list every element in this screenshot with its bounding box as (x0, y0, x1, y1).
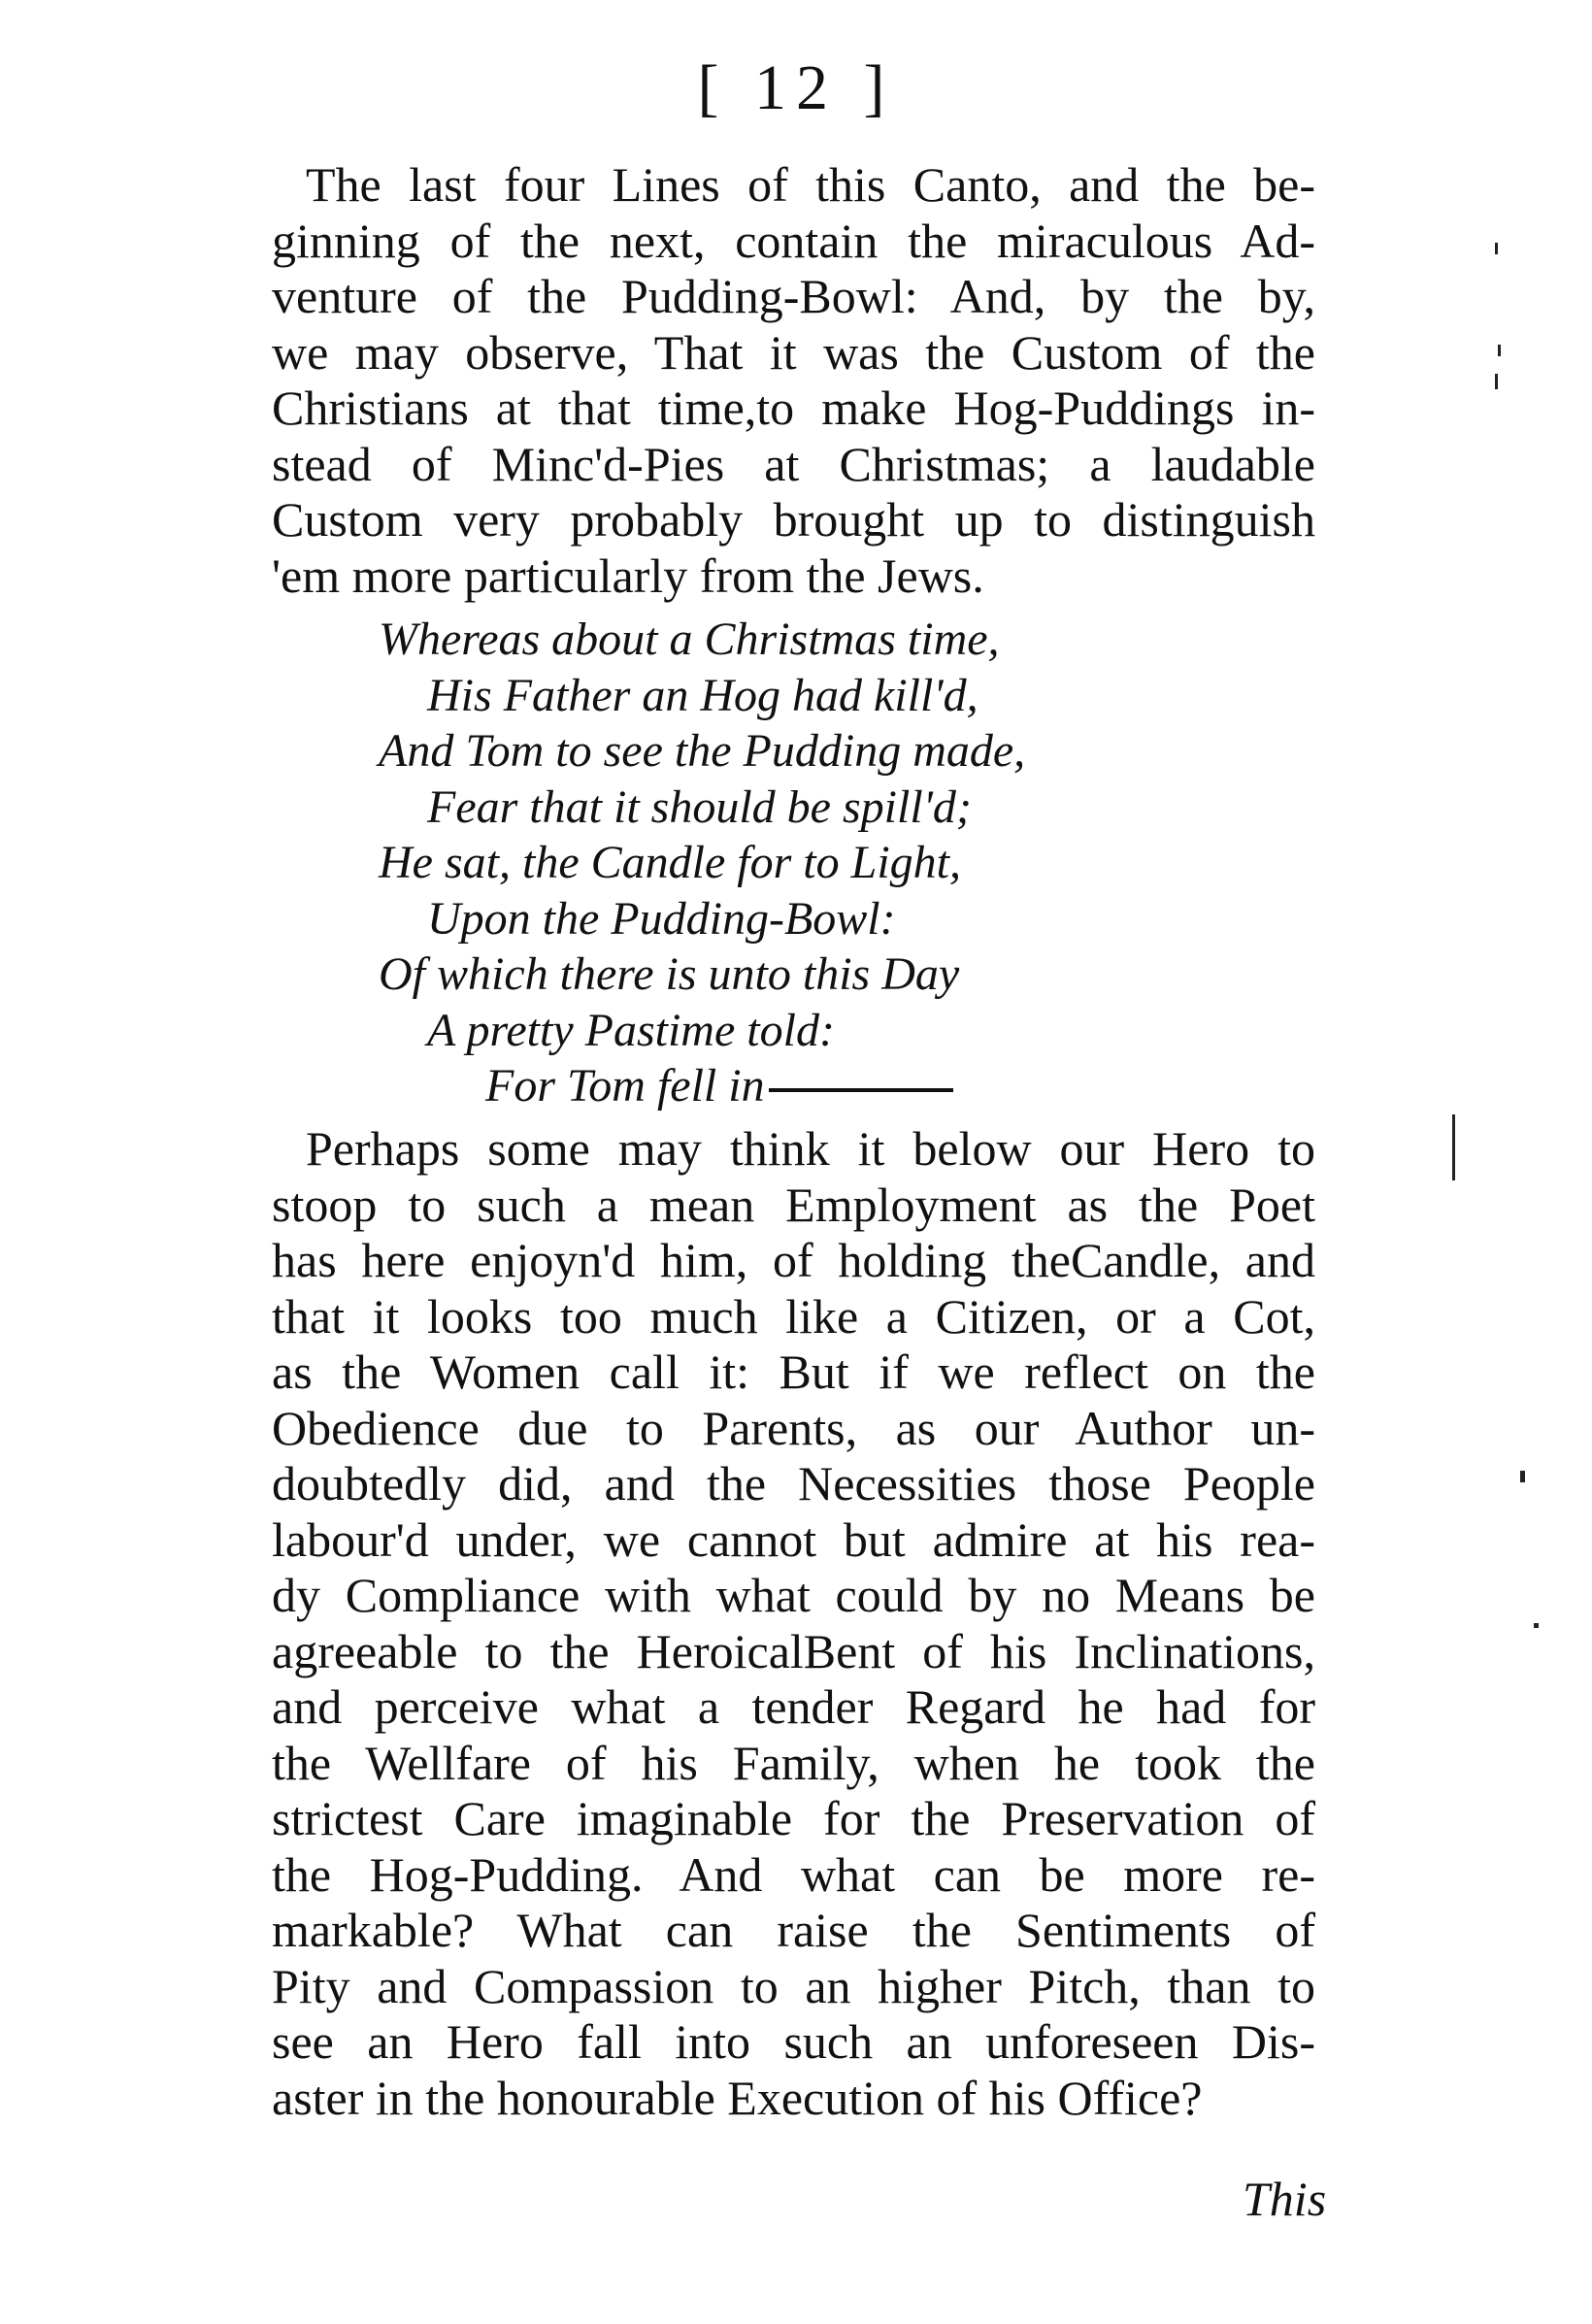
text-line: doubtedly did, and the Necessities those People (272, 1456, 1315, 1511)
text-line: Perhaps some may think it below our Hero to (306, 1121, 1315, 1176)
text-line: that it looks too much like a Citizen, or a Cot, (272, 1288, 1315, 1344)
verse-text: And Tom to see the Pudding made, (379, 725, 1026, 777)
text-line: we may observe, That it was the Custom of the (272, 324, 1315, 380)
text-line: Custom very probably brought up to distinguish (272, 492, 1315, 547)
verse-line (379, 1058, 1025, 1114)
verse-line (379, 668, 1025, 724)
paragraph-2 (272, 1121, 1315, 2126)
verse-line (379, 1003, 1025, 1059)
margin-speck (1495, 374, 1498, 389)
catchword: This (1243, 2172, 1327, 2226)
margin-speck (1495, 243, 1498, 254)
text-line: the Hog-Pudding. And what can be more re- (272, 1846, 1315, 1902)
verse-text: Of which there is unto this Day (379, 948, 960, 1000)
text-line: and perceive what a tender Regard he had for (272, 1679, 1315, 1734)
text-line: aster in the honourable Execution of his Office? (272, 2070, 1203, 2125)
text-line: strictest Care imaginable for the Preservation of (272, 1791, 1315, 1845)
text-line: venture of the Pudding-Bowl: And, by the by, (272, 269, 1315, 323)
text-line: Obedience due to Parents, as our Author un- (272, 1400, 1315, 1455)
verse-quotation (379, 612, 1025, 1114)
text-line: The last four Lines of this Canto, and the be- (306, 157, 1315, 212)
text-line: ginning of the next, contain the miraculous Ad- (272, 213, 1315, 268)
verse-text: Upon the Pudding-Bowl: (427, 892, 896, 945)
verse-line (379, 835, 1025, 891)
text-line: stoop to such a mean Employment as the Poet (272, 1177, 1315, 1232)
text-line: Pity and Compassion to an higher Pitch, than to (272, 1958, 1315, 2013)
verse-line (379, 780, 1025, 836)
verse-text: He sat, the Candle for to Light, (379, 837, 961, 888)
text-line: as the Women call it: But if we reflect on the (272, 1345, 1315, 1399)
text-line: has here enjoyn'd him, of holding theCandle, and (272, 1233, 1315, 1287)
text-line: dy Compliance with what could by no Means be (272, 1568, 1315, 1622)
verse-line (379, 612, 1025, 668)
text-line: markable? What can raise the Sentiments of (272, 1903, 1315, 1957)
text-line: see an Hero fall into such an unforeseen Dis- (272, 2014, 1315, 2069)
verse-line (379, 946, 1025, 1003)
text-line: Christians at that time,to make Hog-Puddings in- (272, 381, 1315, 435)
text-line: the Wellfare of his Family, when he took the (272, 1735, 1315, 1790)
verse-line (379, 723, 1025, 780)
verse-text: A pretty Pastime told: (427, 1004, 835, 1056)
text-line: agreeable to the HeroicalBent of his Inclinations, (272, 1623, 1315, 1678)
margin-speck (1498, 345, 1501, 356)
verse-text: For Tom fell in (485, 1060, 765, 1112)
text-line: labour'd under, we cannot but admire at his rea- (272, 1511, 1315, 1567)
page-number: [ 12 ] (697, 52, 895, 123)
verse-line (379, 891, 1025, 947)
paragraph-1 (272, 157, 1315, 604)
text-line: 'em more particularly from the Jews. (272, 548, 984, 603)
margin-rule (1452, 1114, 1455, 1180)
margin-speck (1534, 1623, 1539, 1628)
margin-speck (1520, 1471, 1525, 1482)
text-line: stead of Minc'd-Pies at Christmas; a laudable (272, 436, 1315, 491)
verse-text: His Father an Hog had kill'd, (427, 669, 978, 721)
verse-text: Fear that it should be spill'd; (427, 780, 972, 833)
verse-text: Whereas about a Christmas time, (379, 614, 1000, 665)
em-dash-rule (769, 1088, 953, 1092)
